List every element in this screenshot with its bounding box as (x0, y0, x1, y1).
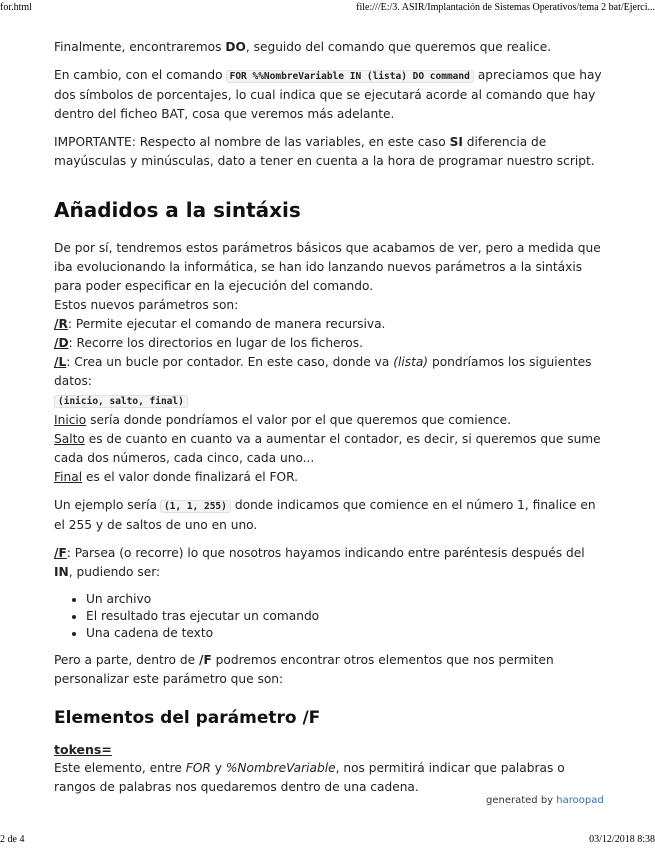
list-item: • El resultado tras ejecutar un comando (86, 608, 602, 625)
code-ejemplo: (1, 1, 255) (160, 500, 231, 513)
param-inicio: Inicio sería donde pondríamos el valor por el que queremos que comience. (54, 413, 511, 427)
param-final: Final es el valor donde finalizará el FOR. (54, 470, 299, 484)
paragraph-intro-parametros: De por sí, tendremos estos parámetros básicos que acabamos de ver, pero a medida que iba evolucionando la informática, se han ido lanzando nuevos parámetros a la sintáxis para poder especificar en la ejecución del comando. (54, 241, 601, 293)
paragraph-elementos-f: Pero a parte, dentro de /F podremos encontrar otros elementos que nos permiten personalizar este parámetro que son: (54, 653, 554, 686)
print-header-path: file:///E:/3. ASIR/Implantación de Sistemas Operativos/tema 2 bat/Ejerci... (356, 2, 655, 13)
heading-elementos: Elementos del parámetro /F (54, 708, 321, 728)
print-footer-page: 2 de 4 (0, 834, 25, 845)
generated-by (486, 795, 604, 806)
print-header-filename: for.html (0, 2, 32, 13)
heading-tokens: tokens= (54, 742, 112, 757)
paragraph-porcentajes: En cambio, con el comando FOR %%NombreVariable IN (lista) DO command apreciamos que hay dos símbolos de porcentajes, lo cual indica que se ejecutará acorde al comando que hay dentro del ficheo BAT, cosa que veremos más adelante. (54, 68, 602, 121)
paragraph-tokens: Este elemento, entre FOR y %NombreVariable, nos permitirá indicar que palabras o rangos de palabras nos quedaremos dentro de una cadena. (54, 761, 565, 794)
list-item: • Una cadena de texto (86, 625, 602, 642)
paragraph-do: Finalmente, encontraremos DO, seguido del comando que queremos que realice. (54, 40, 552, 54)
generated-by-label: generated by (486, 795, 554, 806)
param-r: /R: Permite ejecutar el comando de manera recursiva. (54, 317, 386, 331)
paragraph-nuevos-parametros: Estos nuevos parámetros son: (54, 298, 239, 312)
param-l: /L: Crea un bucle por contador. En este caso, donde va (lista) pondríamos los siguientes datos: (54, 355, 592, 388)
document-body (54, 38, 602, 806)
list-f-options (54, 591, 602, 642)
paragraph-ejemplo: Un ejemplo sería (1, 1, 255) donde indicamos que comience en el número 1, finalice en el 255 y de saltos de uno en uno. (54, 498, 596, 532)
param-salto: Salto es de cuanto en cuanto va a aumentar el contador, es decir, si queremos que sume cada dos números, cada cinco, cada uno... (54, 432, 601, 465)
print-footer-datetime: 03/12/2018 8:38 (589, 834, 655, 845)
paragraph-importante: IMPORTANTE: Respecto al nombre de las variables, en este caso SI diferencia de mayúsculas y minúsculas, dato a tener en cuenta a la hora de programar nuestro script. (54, 135, 595, 168)
list-item: • Un archivo (86, 591, 602, 608)
code-for-syntax: FOR %%NombreVariable IN (lista) DO command (226, 70, 474, 83)
param-f: /F: Parsea (o recorre) lo que nosotros hayamos indicando entre paréntesis después del IN, pudiendo ser: (54, 546, 585, 579)
code-block-l: (inicio, salto, final) (54, 391, 602, 411)
heading-anadidos: Añadidos a la sintáxis (54, 198, 301, 222)
param-d: /D: Recorre los directorios en lugar de los ficheros. (54, 336, 363, 350)
haroopad-link[interactable]: haroopad (556, 795, 604, 806)
